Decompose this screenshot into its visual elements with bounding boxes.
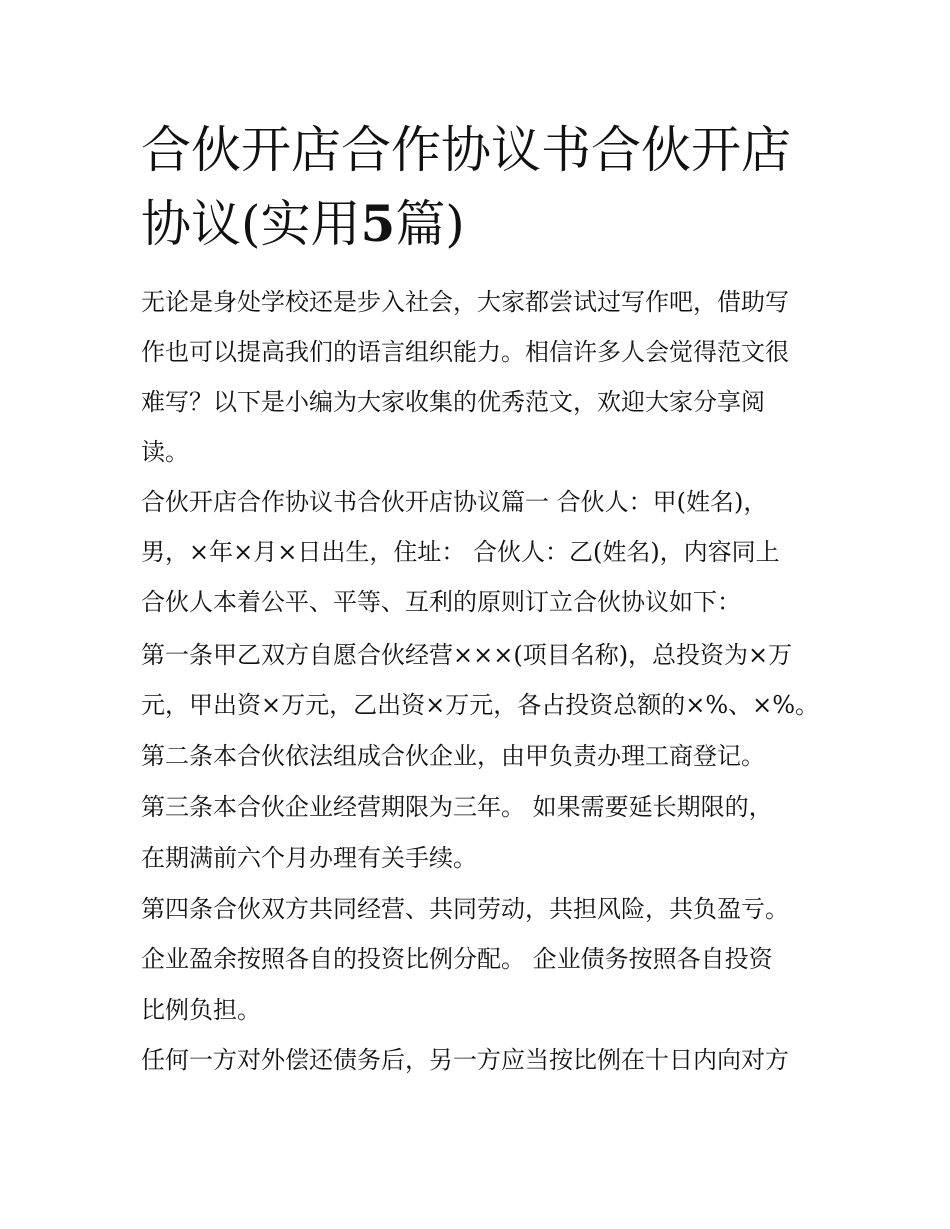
body-line-5: 合伙开店合作协议书合伙开店协议篇一 合伙人：甲(姓名)， — [141, 488, 768, 516]
body-line-3: 难写？以下是小编为大家收集的优秀范文，欢迎大家分享阅 — [141, 388, 765, 416]
document-title — [141, 113, 821, 261]
body-line-6: 男，×年×月×日出生，住址： 合伙人：乙(姓名)，内容同上 — [141, 538, 780, 566]
body-line-2: 作也可以提高我们的语言组织能力。相信许多人会觉得范文很 — [141, 338, 789, 366]
title-text-end: 篇) — [395, 195, 465, 253]
body-line-12: 在期满前六个月办理有关手续。 — [141, 844, 477, 872]
body-line-11: 第三条本合伙企业经营期限为三年。 如果需要延长期限的， — [141, 793, 773, 821]
body-line-7: 合伙人本着公平、平等、互利的原则订立合伙协议如下： — [141, 588, 741, 616]
body-line-4: 读。 — [141, 438, 189, 466]
body-line-15: 比例负担。 — [141, 996, 261, 1024]
body-line-14: 企业盈余按照各自的投资比例分配。 企业债务按照各自投资 — [141, 945, 773, 973]
title-text: 合伙开店合作协议书合伙开店协议(实用 — [141, 121, 791, 253]
body-line-8: 第一条甲乙双方自愿合伙经营×××(项目名称)，总投资为×万 — [141, 641, 793, 669]
body-line-16: 任何一方对外偿还债务后，另一方应当按比例在十日内向对方 — [141, 1046, 789, 1074]
body-line-1: 无论是身处学校还是步入社会，大家都尝试过写作吧，借助写 — [141, 288, 789, 316]
body-line-10: 第二条本合伙依法组成合伙企业，由甲负责办理工商登记。 — [141, 742, 765, 770]
body-line-9: 元，甲出资×万元，乙出资×万元，各占投资总额的×%、×%。 — [141, 691, 820, 719]
body-line-13: 第四条合伙双方共同经营、共同劳动，共担风险，共负盈亏。 — [141, 895, 789, 923]
title-number: 5 — [360, 194, 396, 253]
